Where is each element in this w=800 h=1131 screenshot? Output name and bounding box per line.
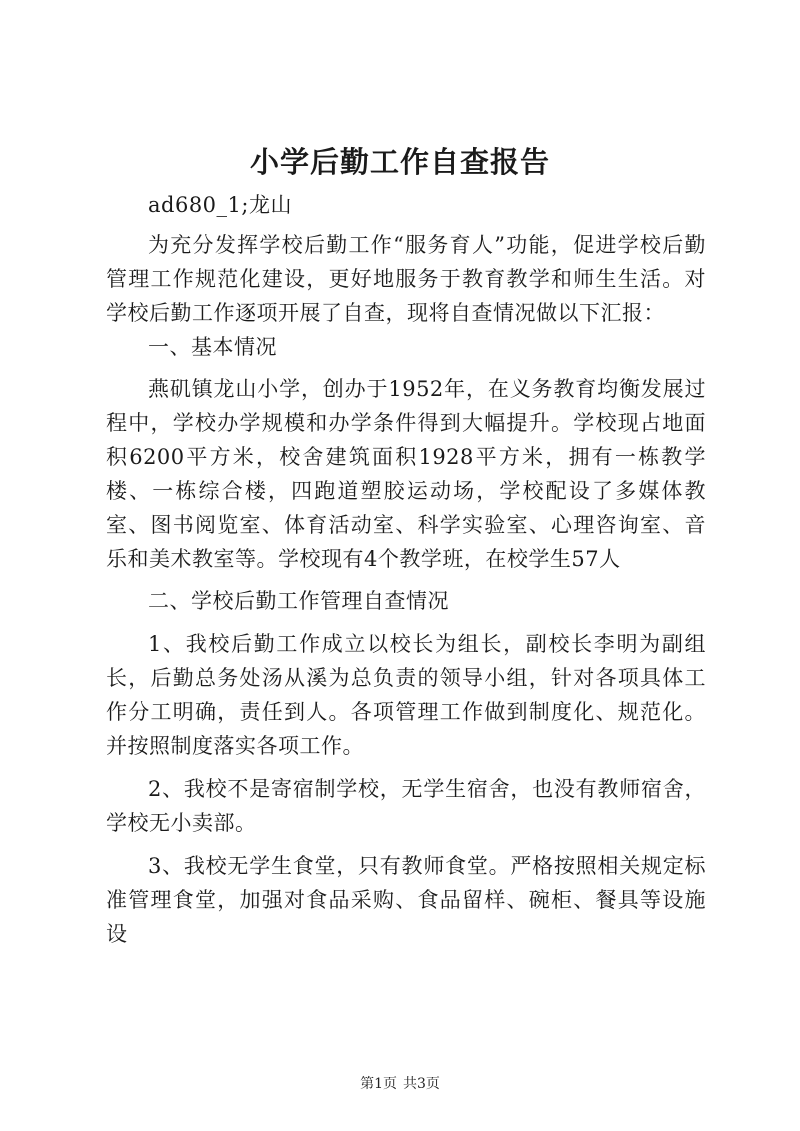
paragraph-basic-info: 燕矶镇龙山小学，创办于1952年，在义务教育均衡发展过程中，学校办学规模和办学条件得到大幅提升。学校现占地面积6200平方米，校舍建筑面积1928平方米，拥有一栋教学楼、一栋综合楼，四跑道塑胶运动场，学校配设了多媒体教室、图书阅览室、体育活动室、科学实验室、心理咨询室、音乐和美术教室等。学校现有4个教学班，在校学生57人 [106,377,706,571]
paragraph-intro: 为充分发挥学校后勤工作“服务育人”功能，促进学校后勤管理工作规范化建设，更好地服务于教育教学和师生生活。对学校后勤工作逐项开展了自查，现将自查情况做以下汇报： [106,233,706,325]
paragraph-item-2: 2、我校不是寄宿制学校，无学生宿舍，也没有教师宿舍，学校无小卖部。 [106,777,706,835]
author-line: ad680_1;龙山 [148,193,292,217]
paragraph-item-3: 3、我校无学生食堂，只有教师食堂。严格按照相关规定标准管理食堂，加强对食品采购、食品留样、碗柜、餐具等设施设 [106,854,706,946]
section-heading-basic: 一、基本情况 [148,335,277,359]
section-heading-self-check: 二、学校后勤工作管理自查情况 [148,589,449,613]
page-number-total: 共3页 [403,1076,440,1092]
document-body [106,188,706,951]
page-footer [0,1073,800,1093]
paragraph-item-1: 1、我校后勤工作成立以校长为组长，副校长李明为副组长，后勤总务处汤从溪为总负责的领导小组，针对各项具体工作分工明确，责任到人。各项管理工作做到制度化、规范化。并按照制度落实各项工作。 [106,632,706,758]
page-number-current: 第1页 [360,1076,397,1092]
document-title: 小学后勤工作自查报告 [249,145,550,179]
